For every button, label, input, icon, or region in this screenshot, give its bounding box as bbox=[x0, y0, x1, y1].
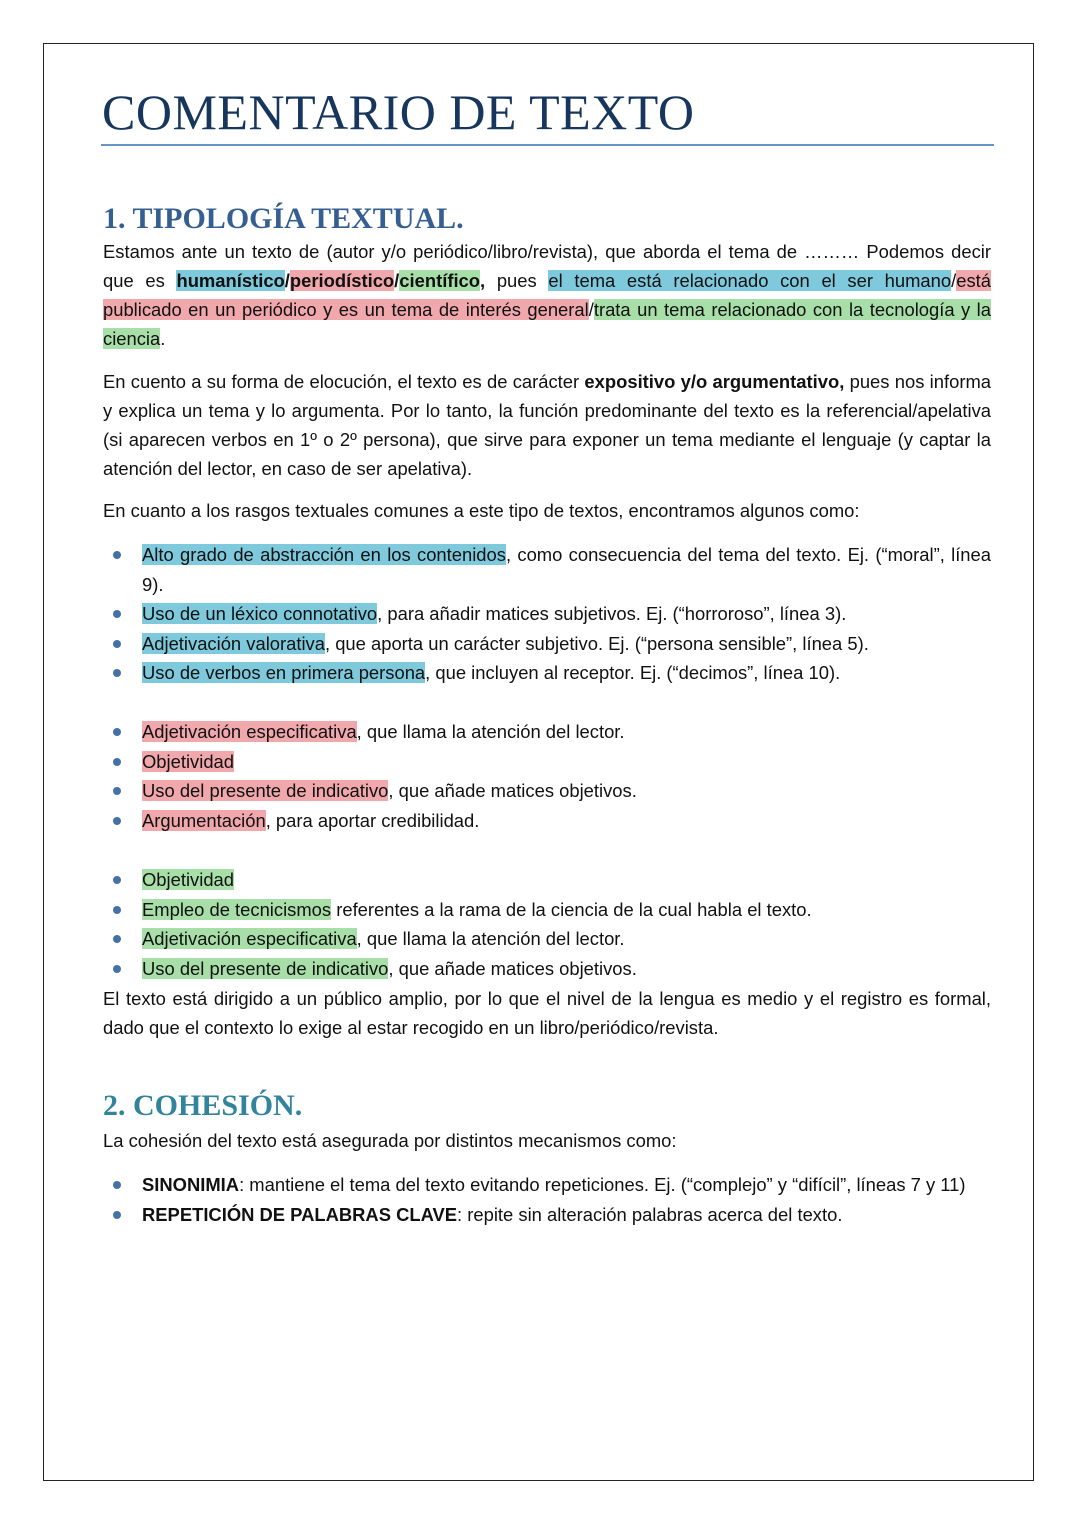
highlight-humanistico-reason: el tema está relacionado con el ser humano bbox=[548, 270, 952, 291]
list-item bbox=[103, 865, 991, 895]
document-title: COMENTARIO DE TEXTO bbox=[102, 84, 695, 140]
list-item bbox=[103, 806, 991, 836]
slash: / bbox=[394, 270, 400, 291]
list-cohesion-mechanisms bbox=[103, 1170, 991, 1229]
mechanism-name: REPETICIÓN DE PALABRAS CLAVE bbox=[142, 1203, 458, 1225]
highlight-feature: Uso del presente de indicativo bbox=[142, 780, 389, 801]
feature-description: , que llama la atención del lector. bbox=[356, 721, 625, 742]
highlight-feature: Uso de un léxico connotativo bbox=[142, 603, 378, 624]
highlight-periodistico: periodístico bbox=[289, 270, 395, 291]
bullet-icon bbox=[113, 787, 121, 795]
bullet-icon bbox=[113, 669, 121, 677]
highlight-feature: Uso de verbos en primera persona bbox=[142, 662, 426, 683]
feature-description: referentes a la rama de la ciencia de la cual habla el texto. bbox=[331, 898, 812, 920]
paragraph-nivel-registro: El texto está dirigido a un público amplio, por lo que el nivel de la lengua es medio y el registro es formal, dado que el contexto lo exige al estar recogido en un libro/periódico/revista. bbox=[103, 988, 991, 1038]
comma: , bbox=[480, 270, 486, 291]
feature-description: , que llama la atención del lector. bbox=[356, 928, 625, 949]
feature-description: , para añadir matices subjetivos. Ej. (“horroroso”, línea 3). bbox=[377, 603, 847, 624]
text-run: pues bbox=[485, 270, 549, 291]
highlight-feature: Adjetivación valorativa bbox=[142, 632, 325, 654]
list-humanistico-features bbox=[103, 540, 991, 688]
highlight-feature: Empleo de tecnicismos bbox=[142, 898, 332, 920]
highlight-periodistico-reason: está publicado en un periódico y es un tema de interés general bbox=[103, 270, 991, 320]
bullet-icon bbox=[113, 965, 121, 973]
slash: / bbox=[284, 270, 290, 291]
list-item bbox=[103, 747, 991, 777]
list-item bbox=[103, 1170, 991, 1200]
feature-description: , que añade matices objetivos. bbox=[388, 957, 637, 979]
list-item bbox=[103, 540, 991, 599]
mechanism-description: : repite sin alteración palabras acerca del texto. bbox=[457, 1203, 843, 1225]
slash: / bbox=[951, 270, 957, 291]
document-page bbox=[43, 43, 1034, 1481]
feature-description: , que añade matices objetivos. bbox=[388, 780, 637, 801]
highlight-feature: Objetividad bbox=[142, 869, 235, 890]
list-item bbox=[103, 717, 991, 747]
section-heading-tipologia: 1. TIPOLOGÍA TEXTUAL. bbox=[103, 202, 464, 235]
text-run: pues nos informa y explica un tema y lo argumenta. Por lo tanto, la función predominante del texto es la referencial/apelativa (si aparecen verbos en 1º o 2º persona), que sirve para exponer un tema mediante el lenguaje (y captar la atención del lector, en caso de ser apelativa). bbox=[103, 371, 992, 479]
bullet-icon bbox=[113, 935, 121, 943]
paragraph-rasgos-intro: En cuanto a los rasgos textuales comunes a este tipo de textos, encontramos algunos como: bbox=[103, 500, 860, 521]
bullet-icon bbox=[113, 1181, 121, 1189]
bullet-icon bbox=[113, 817, 121, 825]
list-item bbox=[103, 895, 991, 925]
list-item bbox=[103, 776, 991, 806]
bullet-icon bbox=[113, 610, 121, 618]
section-heading-cohesion: 2. COHESIÓN. bbox=[103, 1089, 303, 1122]
slash: / bbox=[588, 299, 594, 320]
highlight-feature: Uso del presente de indicativo bbox=[142, 957, 389, 979]
period: . bbox=[160, 328, 166, 349]
bullet-icon bbox=[113, 906, 121, 914]
bullet-icon bbox=[113, 728, 121, 736]
highlight-cientifico: científico bbox=[399, 270, 481, 291]
bullet-icon bbox=[113, 551, 121, 559]
highlight-feature: Adjetivación especificativa bbox=[142, 928, 357, 949]
list-item bbox=[103, 954, 991, 984]
list-item bbox=[103, 629, 991, 659]
list-item bbox=[103, 599, 991, 629]
paragraph-elocucion bbox=[103, 367, 991, 483]
feature-description: , que aporta un carácter subjetivo. Ej. (“persona sensible”, línea 5). bbox=[324, 632, 869, 654]
highlight-feature: Alto grado de abstracción en los contenidos bbox=[142, 544, 506, 565]
bold-expositivo-argumentativo: expositivo y/o argumentativo, bbox=[584, 371, 845, 392]
feature-description: , como consecuencia del tema del texto. Ej. (“moral”, línea 9). bbox=[142, 544, 991, 595]
highlight-humanistico: humanístico bbox=[176, 270, 285, 291]
title-underline-rule bbox=[101, 144, 994, 146]
feature-description: , para aportar credibilidad. bbox=[265, 809, 480, 831]
bullet-icon bbox=[113, 640, 121, 648]
bullet-icon bbox=[113, 876, 121, 884]
list-periodistico-features bbox=[103, 717, 991, 835]
list-item bbox=[103, 924, 991, 954]
mechanism-name: SINONIMIA bbox=[142, 1174, 240, 1195]
bullet-icon bbox=[113, 1211, 121, 1219]
paragraph-cohesion-intro: La cohesión del texto está asegurada por distintos mecanismos como: bbox=[103, 1130, 677, 1151]
highlight-feature: Argumentación bbox=[142, 809, 266, 831]
bullet-icon bbox=[113, 758, 121, 766]
list-item bbox=[103, 658, 991, 688]
mechanism-description: : mantiene el tema del texto evitando repeticiones. Ej. (“complejo” y “difícil”, líneas 7 y 11) bbox=[239, 1174, 966, 1195]
list-cientifico-features bbox=[103, 865, 991, 983]
text-run: En cuento a su forma de elocución, el texto es de carácter bbox=[103, 371, 585, 392]
feature-description: , que incluyen al receptor. Ej. (“decimos”, línea 10). bbox=[425, 662, 841, 683]
highlight-feature: Adjetivación especificativa bbox=[142, 721, 357, 742]
paragraph-tipologia-intro bbox=[103, 237, 991, 353]
text-run: Estamos ante un texto de (autor y/o periódico/libro/revista), que aborda el tema de ……… Podemos decir que es bbox=[103, 241, 991, 291]
highlight-cientifico-reason: trata un tema relacionado con la tecnología y la ciencia bbox=[103, 299, 991, 349]
highlight-feature: Objetividad bbox=[142, 750, 235, 772]
list-item bbox=[103, 1200, 991, 1230]
